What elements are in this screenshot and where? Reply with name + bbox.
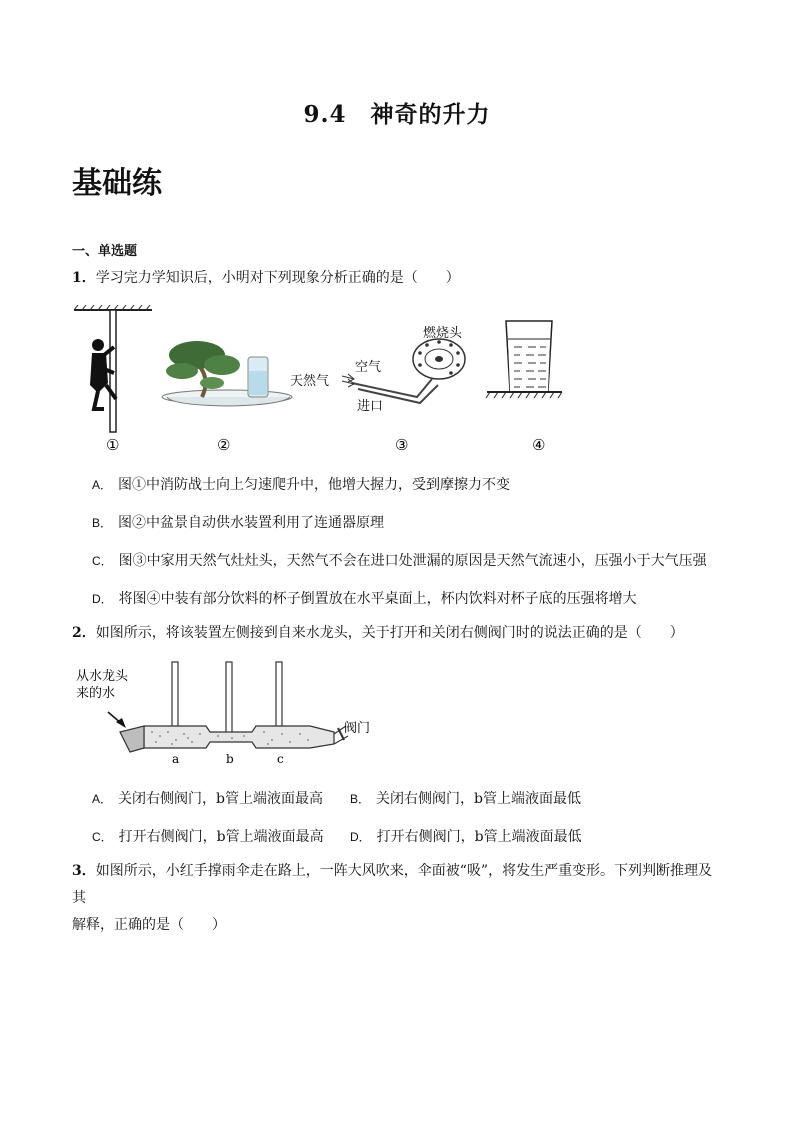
q1-option-c[interactable]: C． 图③中家用天然气灶灶头，天然气不会在进口处泄漏的原因是天然气流速小，压强小于大气压强 [92, 553, 707, 569]
figure-label-4: ④ [532, 436, 546, 454]
question-1-stem: 1．学习完力学知识后，小明对下列现象分析正确的是（ ） [72, 270, 460, 286]
q1-option-d[interactable]: D． 将图④中装有部分饮料的杯子倒置放在水平桌面上，杯内饮料对杯子底的压强将增大 [92, 591, 637, 607]
firefighter-figure [74, 305, 152, 432]
tube-b-label: b [226, 752, 234, 766]
section-title: 基础练 [72, 166, 162, 201]
q1-option-b[interactable]: B． 图②中盆景自动供水装置利用了连通器原理 [92, 515, 385, 531]
figure-label-1: ① [106, 436, 120, 454]
page-title: 9.4 神奇的升力 [303, 101, 491, 128]
question-2-stem: 2．如图所示，将该装置左侧接到自来水龙头，关于打开和关闭右侧阀门时的说法正确的是（ ） [72, 625, 684, 641]
inlet-label: 进口 [357, 399, 384, 414]
q1-option-a[interactable]: A． 图①中消防战士向上匀速爬升中，他增大握力，受到摩擦力不变 [92, 477, 511, 493]
bonsai-figure [162, 341, 292, 406]
figure-label-3: ③ [395, 436, 409, 454]
figure-label-2: ② [217, 436, 231, 454]
q2-option-a[interactable]: A． 关闭右侧阀门，b管上端液面最高 [92, 791, 323, 807]
tube-c-label: c [277, 752, 284, 766]
valve-label: 阀门 [344, 721, 371, 736]
air-label: 空气 [355, 360, 382, 375]
part-heading: 一、单选题 [72, 244, 138, 259]
question-2-figure [72, 660, 382, 770]
question-3-stem: 3．如图所示，小红手撑雨伞走在路上，一阵大风吹来，伞面被“吸”，将发生严重变形。下列判断推理及其 解释，正确的是（ ） [72, 863, 713, 933]
water-source-label-2: 来的水 [76, 686, 116, 701]
tube-a-label: a [172, 752, 180, 766]
gas-burner-figure [290, 325, 465, 414]
q2-option-b[interactable]: B． 关闭右侧阀门，b管上端液面最低 [350, 791, 581, 807]
gas-label: 天然气 [290, 374, 330, 389]
question-1-figure [72, 305, 572, 460]
burner-label: 燃烧头 [423, 326, 463, 341]
cup-figure [486, 321, 562, 398]
q2-option-d[interactable]: D． 打开右侧阀门，b管上端液面最低 [350, 829, 582, 845]
q2-option-c[interactable]: C． 打开右侧阀门，b管上端液面最高 [92, 829, 324, 845]
water-source-label-1: 从水龙头 [76, 669, 129, 684]
